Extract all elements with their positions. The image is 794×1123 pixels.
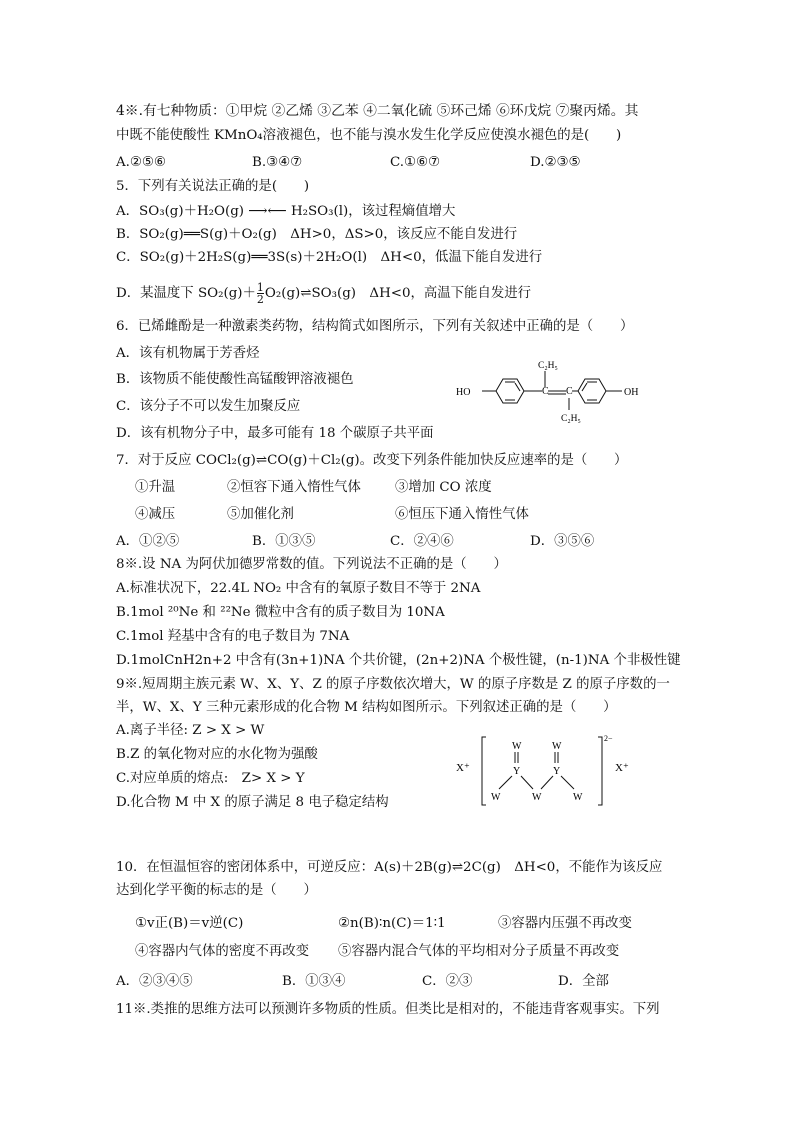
y-atom-right: Y [553,766,561,777]
q5-option-d-post: O₂(g)⇌SO₃(g) ΔH<0，高温下能自发进行 [264,286,532,301]
q7-condition-6: ⑥恒压下通入惰性气体 [395,507,529,522]
q8-option-d: D.1molCnH2n+2 中含有(3n+1)NA 个共价键，(2n+2)NA 个极性键，(n-1)NA 个非极性键 [116,653,681,668]
q7-option-c: C．②④⑥ [390,534,454,549]
q5-fraction-den: 2 [256,293,264,306]
q10-stem-line2: 达到化学平衡的标志的是（ ） [116,883,317,898]
q9-option-b: B.Z 的氧化物对应的水化物为强酸 [116,747,318,762]
diethylstilbestrol-structure [448,358,648,424]
q7-option-b: B．①③⑤ [252,534,316,549]
q5-option-d-pre: D．某温度下 SO₂(g)＋ [116,286,256,301]
q4-stem-line2: 中既不能使酸性 KMnO₄溶液褪色，也不能与溴水发生化学反应使溴水褪色的是( ) [116,128,622,143]
q10-option-b: B．①③④ [282,974,346,989]
q5-fraction-num: 1 [256,281,264,294]
q8-option-c: C.1mol 羟基中含有的电子数目为 7NA [116,629,350,644]
q4-option-a: A.②⑤⑥ [116,155,166,170]
q7-option-d: D．③⑤⑥ [530,534,595,549]
oh-label: OH [624,387,639,398]
q11-stem: 11※.类推的思维方法可以预测许多物质的性质。但类比是相对的，不能违背客观事实。下列 [116,1002,660,1017]
q4-option-c: C.①⑥⑦ [390,155,441,170]
q5-fraction [257,282,264,305]
q6-option-a: A．该有机物属于芳香烃 [116,346,260,361]
q5-option-d [116,282,531,305]
w-atom-top-left: W [512,741,522,752]
q10-option-d: D．全部 [558,974,609,989]
q9-stem-line2: 半，W、X、Y 三种元素形成的化合物 M 结构如图所示。下列叙述正确的是（ ） [116,700,617,715]
ethyl-top-label: C₂H₅ [538,361,558,371]
q6-option-b: B．该物质不能使酸性高锰酸钾溶液褪色 [116,372,354,387]
q4-stem-line1: 4※.有七种物质：①甲烷 ②乙烯 ③乙苯 ④二氧化硫 ⑤环己烯 ⑥环戊烷 ⑦聚丙烯。其 [116,103,639,119]
q9-stem-line1: 9※.短周期主族元素 W、X、Y、Z 的原子序数依次增大，W 的原子序数是 Z 的原子序数的一 [116,677,670,692]
w-atom-top-right: W [552,741,562,752]
y-atom-left: Y [513,766,521,777]
q10-condition-3: ③容器内压强不再改变 [498,916,632,931]
q4-option-b: B.③④⑦ [252,155,303,170]
q7-option-a: A．①②⑤ [116,534,180,549]
q8-option-a: A.标准状况下，22.4L NO₂ 中含有的氧原子数目不等于 2NA [116,581,481,596]
q9-option-a: A.离子半径: Z > X > W [116,723,265,738]
q8-option-b: B.1mol ²⁰Ne 和 ²²Ne 微粒中含有的质子数目为 10NA [116,605,445,620]
w-atom-bottom-middle: W [532,792,542,803]
q10-condition-1: ①v正(B)＝v逆(C) [135,916,244,931]
w-atom-bottom-left: W [491,792,501,803]
compound-m-structure [452,729,644,813]
q10-stem-line1: 10．在恒温恒容的密闭体系中，可逆反应：A(s)＋2B(g)⇌2C(g) ΔH<0，不能作为该反应 [116,860,663,875]
q10-condition-4: ④容器内气体的密度不再改变 [135,944,310,959]
q5-stem: 5．下列有关说法正确的是( ) [116,179,310,194]
q7-condition-3: ③增加 CO 浓度 [395,480,492,495]
q10-option-c: C．②③ [422,974,473,989]
q6-option-d: D．该有机物分子中，最多可能有 18 个碳原子共平面 [116,426,434,441]
w-atom-bottom-right: W [573,792,583,803]
q5-option-b: B．SO₂(g)══S(g)＋O₂(g) ΔH>0，ΔS>0，该反应不能自发进行 [116,227,518,242]
q8-stem: 8※.设 NA 为阿伏加德罗常数的值。下列说法不正确的是（ ） [116,557,507,572]
q5-option-a: A．SO₃(g)＋H₂O(g) ⟶⟵ H₂SO₃(l)，该过程熵值增大 [116,204,456,219]
q6-option-c: C．该分子不可以发生加聚反应 [116,399,301,414]
q9-option-c: C.对应单质的熔点: Z> X > Y [116,771,305,786]
anion-charge: 2− [604,734,613,743]
ho-label: HO [456,387,471,398]
q9-option-d: D.化合物 M 中 X 的原子满足 8 电子稳定结构 [116,795,389,810]
q4-option-d: D.②③⑤ [530,155,581,170]
cation-left: X⁺ [456,762,470,774]
q7-condition-4: ④减压 [135,507,176,522]
alkene-carbon-right: C [566,386,573,397]
q7-stem: 7．对于反应 COCl₂(g)⇌CO(g)＋Cl₂(g)。改变下列条件能加快反应速率的是（ ） [116,453,628,468]
alkene-carbon-left: C [542,386,549,397]
cation-right: X⁺ [615,762,629,774]
q7-condition-1: ①升温 [135,480,176,495]
q5-option-c: C．SO₂(g)＋2H₂S(g)══3S(s)＋2H₂O(l) ΔH<0，低温下能自发进行 [116,250,543,265]
q6-stem: 6．已烯雌酚是一种激素类药物，结构简式如图所示，下列有关叙述中正确的是（ ） [116,319,634,334]
ethyl-bottom-label: C₂H₅ [561,414,581,424]
q10-condition-5: ⑤容器内混合气体的平均相对分子质量不再改变 [338,944,620,959]
q10-option-a: A．②③④⑤ [116,974,193,989]
q7-condition-2: ②恒容下通入惰性气体 [227,480,361,495]
q7-condition-5: ⑤加催化剂 [227,507,294,522]
q10-condition-2: ②n(B)∶n(C)＝1∶1 [338,916,446,931]
